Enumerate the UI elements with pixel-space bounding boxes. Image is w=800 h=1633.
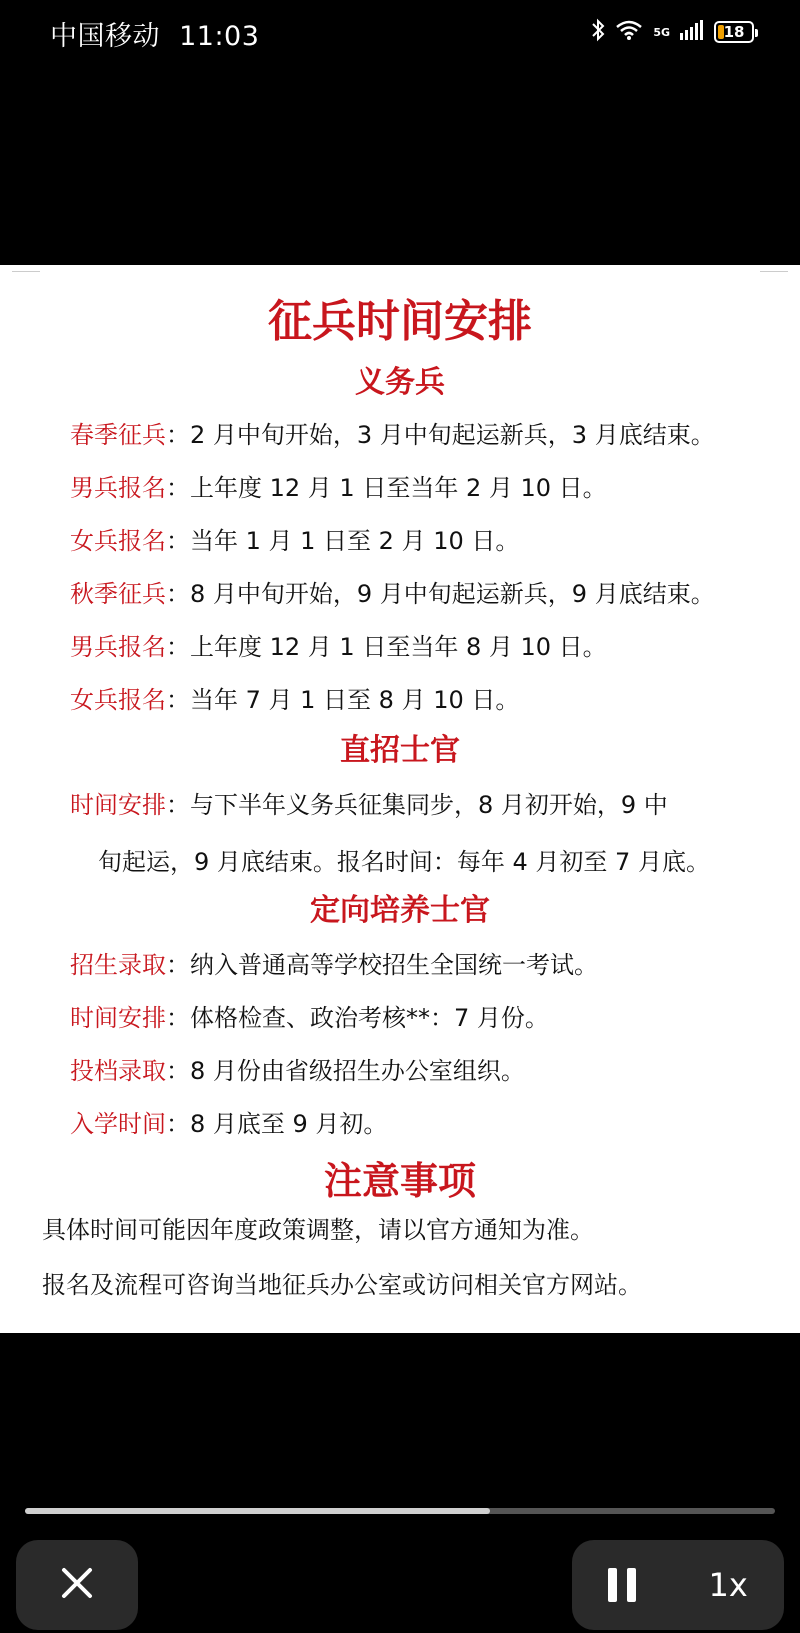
row-key: 时间安排 xyxy=(70,791,166,819)
clock: 11:03 xyxy=(179,21,260,52)
close-icon xyxy=(60,1566,94,1604)
row-text: ：8 月份由省级招生办公室组织。 xyxy=(166,1057,525,1085)
row-text: ：上年度 12 月 1 日至当年 2 月 10 日。 xyxy=(166,474,607,502)
speed-button[interactable]: 1x xyxy=(708,1566,748,1604)
section-heading: 义务兵 xyxy=(355,365,445,400)
battery-percent: 18 xyxy=(723,23,745,41)
row-text: ：当年 1 月 1 日至 2 月 10 日。 xyxy=(166,527,520,555)
info-row-continued xyxy=(98,842,770,877)
row-key: 男兵报名 xyxy=(70,633,166,661)
info-row xyxy=(70,785,770,820)
info-row xyxy=(70,415,770,450)
signal-icon xyxy=(680,20,704,44)
info-row xyxy=(70,627,770,662)
info-row xyxy=(70,521,770,556)
row-key: 女兵报名 xyxy=(70,527,166,555)
row-key: 男兵报名 xyxy=(70,474,166,502)
row-key: 招生录取 xyxy=(70,951,166,979)
note-line: 报名及流程可咨询当地征兵办公室或访问相关官方网站。 xyxy=(42,1271,642,1299)
row-key: 春季征兵 xyxy=(70,421,166,449)
row-text: ：纳入普通高等学校招生全国统一考试。 xyxy=(166,951,598,979)
progress-fill xyxy=(25,1508,490,1514)
doc-title: 征兵时间安排 xyxy=(268,296,532,347)
info-row xyxy=(70,1051,770,1086)
row-text: 旬起运，9 月底结束。报名时间：每年 4 月初至 7 月底。 xyxy=(98,848,710,876)
row-text: ：上年度 12 月 1 日至当年 8 月 10 日。 xyxy=(166,633,607,661)
playback-controls xyxy=(572,1540,784,1630)
info-row xyxy=(70,574,770,609)
progress-bar[interactable] xyxy=(25,1508,775,1514)
crop-mark xyxy=(760,271,788,272)
bluetooth-icon xyxy=(591,18,605,46)
row-key: 女兵报名 xyxy=(70,686,166,714)
row-text: ：当年 7 月 1 日至 8 月 10 日。 xyxy=(166,686,520,714)
status-left xyxy=(50,14,259,53)
pause-icon[interactable] xyxy=(608,1568,636,1602)
section-heading: 定向培养士官 xyxy=(310,893,490,928)
info-row xyxy=(70,998,770,1033)
row-key: 入学时间 xyxy=(70,1110,166,1138)
row-text: ：8 月中旬开始，9 月中旬起运新兵，9 月底结束。 xyxy=(166,580,715,608)
info-row xyxy=(70,945,770,980)
status-icons xyxy=(591,18,754,46)
row-text: ：体格检查、政治考核**：7 月份。 xyxy=(166,1004,549,1032)
row-key: 投档录取 xyxy=(70,1057,166,1085)
document-image xyxy=(0,265,800,1333)
status-bar xyxy=(0,0,800,66)
row-text: ：8 月底至 9 月初。 xyxy=(166,1110,388,1138)
close-button[interactable] xyxy=(16,1540,138,1630)
network-type: 5G xyxy=(653,25,670,39)
info-row xyxy=(70,468,770,503)
row-key: 时间安排 xyxy=(70,1004,166,1032)
info-row xyxy=(70,1104,770,1139)
row-text: ：2 月中旬开始，3 月中旬起运新兵，3 月底结束。 xyxy=(166,421,715,449)
section-heading: 注意事项 xyxy=(323,1158,476,1203)
info-row xyxy=(70,680,770,715)
battery-icon xyxy=(714,21,754,43)
wifi-icon xyxy=(615,19,643,45)
note-line: 具体时间可能因年度政策调整，请以官方通知为准。 xyxy=(42,1216,594,1244)
carrier-label: 中国移动 xyxy=(50,21,160,52)
section-heading: 直招士官 xyxy=(340,733,460,768)
crop-mark xyxy=(12,271,40,272)
row-key: 秋季征兵 xyxy=(70,580,166,608)
row-text: ：与下半年义务兵征集同步，8 月初开始，9 中 xyxy=(166,791,668,819)
